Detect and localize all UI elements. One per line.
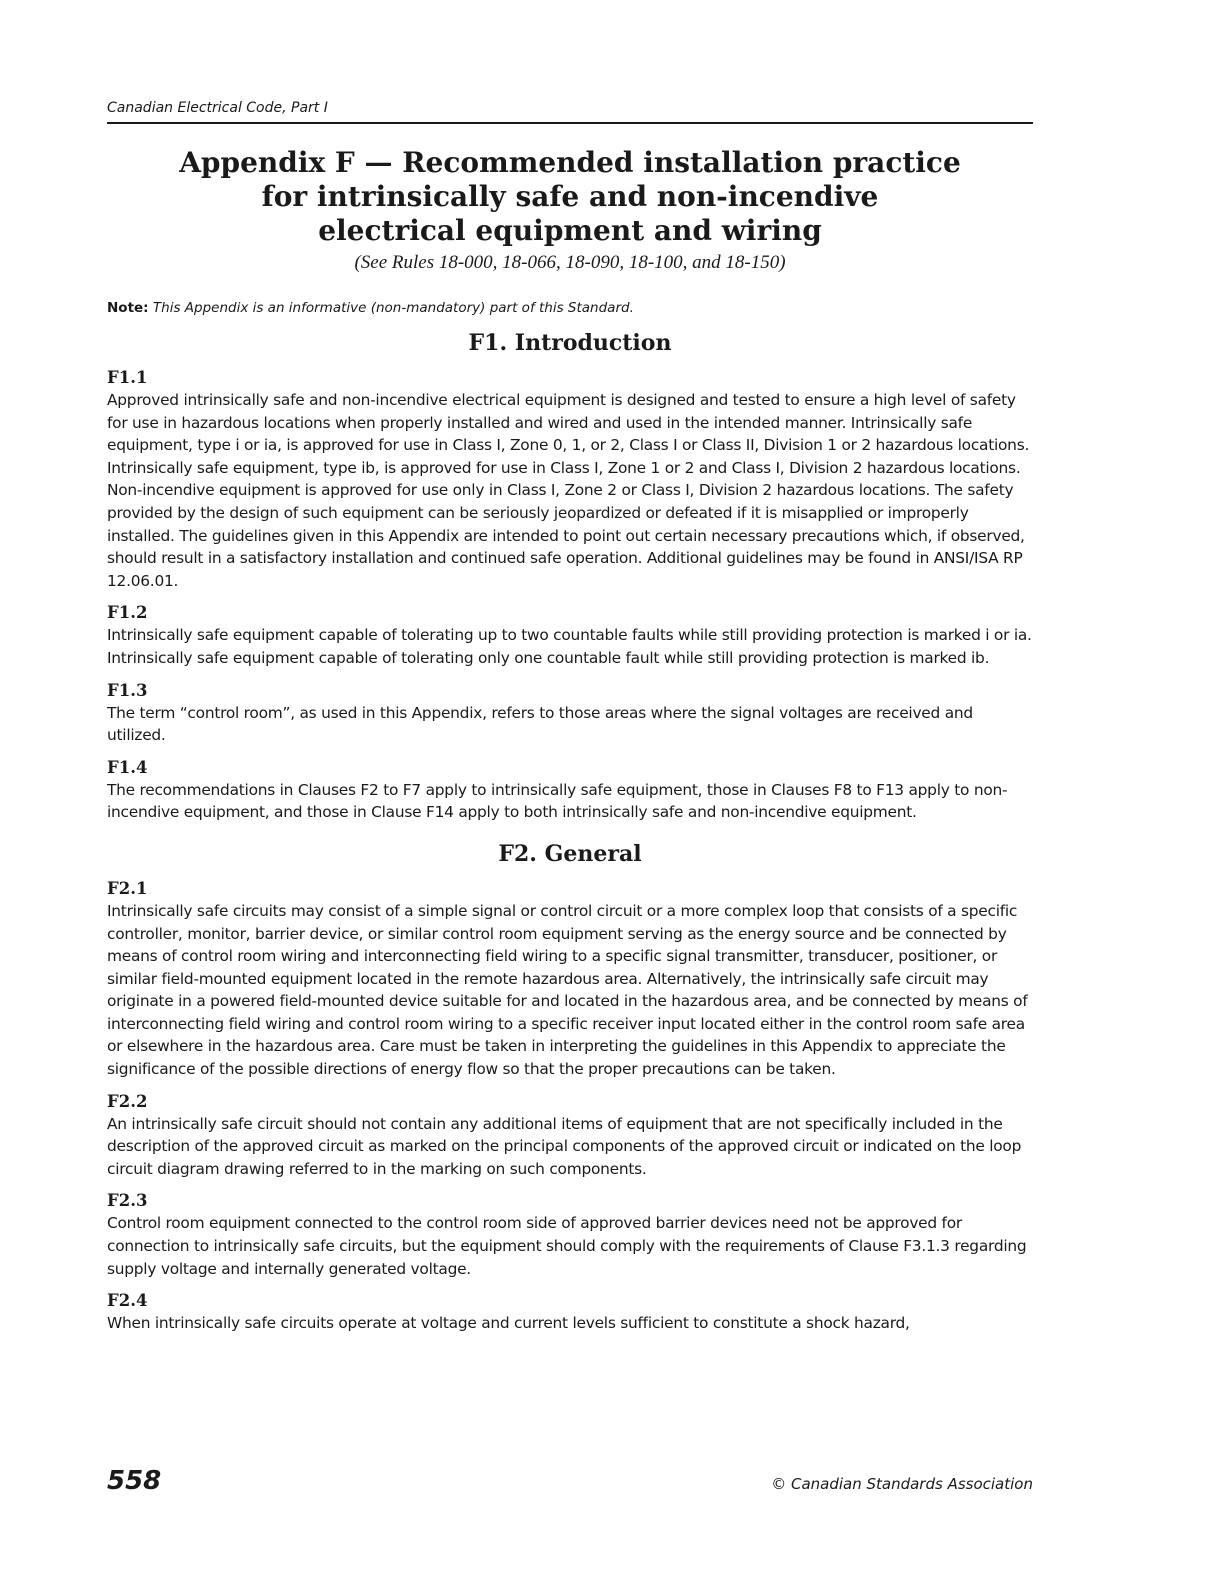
rules-reference: (See Rules 18-000, 18-066, 18-090, 18-100, and 18-150) [354, 252, 786, 273]
note-label: Note: [107, 300, 149, 316]
clause-number: F1.2 [107, 603, 148, 623]
clause-number: F1.4 [107, 757, 148, 777]
appendix-title [107, 146, 1033, 248]
clause-f1-1 [107, 368, 1033, 592]
clause-number: F2.4 [107, 1291, 148, 1311]
clause-number: F1.3 [107, 680, 148, 700]
clause-f1-2 [107, 603, 1033, 669]
section-title-f2: F2. General [498, 840, 642, 867]
note-text: This Appendix is an informative (non-mandatory) part of this Standard. [152, 300, 634, 316]
clause-text: An intrinsically safe circuit should not contain any additional items of equipment that are not specifically included in the description of the approved circuit as marked on the principal components of the approved circuit or indicated on the loop circuit diagram drawing referred to in the marking on such components. [107, 1114, 1022, 1178]
clause-text: Intrinsically safe equipment capable of tolerating up to two countable faults while still providing protection is marked i or ia. Intrinsically safe equipment capable of tolerating only one countable fault while still providing protection is marked ib. [107, 626, 1032, 667]
clause-number: F2.2 [107, 1091, 148, 1111]
title-line: Appendix F — Recommended installation practice [179, 146, 961, 179]
copyright-notice: © Canadian Standards Association [771, 1475, 1033, 1493]
running-header: Canadian Electrical Code, Part I [107, 100, 1033, 124]
clause-number: F2.1 [107, 878, 148, 898]
clause-f2-1 [107, 879, 1033, 1081]
clause-text: Control room equipment connected to the control room side of approved barrier devices need not be approved for connection to intrinsically safe circuits, but the equipment should comply with the requirements of Clause F3.1.3 regarding supply voltage and internally generated voltage. [107, 1214, 1027, 1278]
clause-text: When intrinsically safe circuits operate at voltage and current levels sufficient to constitute a shock hazard, [107, 1314, 910, 1333]
page-number: 558 [107, 1466, 162, 1496]
document-page [107, 100, 1033, 1346]
clause-number: F1.1 [107, 368, 148, 387]
clause-f1-4 [107, 758, 1033, 824]
clause-number: F2.3 [107, 1191, 148, 1211]
clause-f2-4 [107, 1291, 1033, 1335]
clause-f1-3 [107, 681, 1033, 747]
clause-text: The recommendations in Clauses F2 to F7 apply to intrinsically safe equipment, those in Clauses F8 to F13 apply to non-incendive equipment, and those in Clause F14 apply to both intrinsically safe and non-incendive equipment. [107, 780, 1008, 822]
section-title-f1: F1. Introduction [468, 330, 672, 356]
page-footer [107, 1466, 1033, 1496]
informative-note [107, 300, 1033, 316]
title-line: electrical equipment and wiring [318, 214, 822, 247]
title-line: for intrinsically safe and non-incendive [261, 180, 879, 213]
clause-text: Intrinsically safe circuits may consist of a simple signal or control circuit or a more complex loop that consists of a specific controller, monitor, barrier device, or similar control room equipment serving as the energy source and be connected by means of control room wiring and interconnecting field wiring to a specific signal transmitter, transducer, positioner, or similar field-mounted equipment located in the remote hazardous area. Alternatively, the intrinsically safe circuit may originate in a powered field-mounted device suitable for and located in the hazardous area, and be connected by means of interconnecting field wiring and control room wiring to a specific receiver input located either in the control room safe area or elsewhere in the hazardous area. Care must be taken in interpreting the guidelines in this Appendix to appreciate the significance of the possible directions of energy flow so that the proper precautions can be taken. [107, 901, 1028, 1079]
clause-f2-2 [107, 1092, 1033, 1181]
clause-text: The term “control room”, as used in this Appendix, refers to those areas where the signal voltages are received and utilized. [107, 703, 973, 745]
clause-f2-3 [107, 1191, 1033, 1280]
clause-text: Approved intrinsically safe and non-incendive electrical equipment is designed and tested to ensure a high level of safety for use in hazardous locations when properly installed and wired and used in the intended manner. Intrinsically safe equipment, type i or ia, is approved for use in Class I, Zone 0, 1, or 2, Class I or Class II, Division 1 or 2 hazardous locations. Intrinsically safe equipment, type ib, is approved for use in Class I, Zone 1 or 2 and Class I, Division 2 hazardous locations. Non-incendive equipment is approved for use only in Class I, Zone 2 or Class I, Division 2 hazardous locations. The safety provided by the design of such equipment can be seriously jeopardized or defeated if it is misapplied or improperly installed. The guidelines given in this Appendix are intended to point out certain necessary precautions which, if observed, should result in a satisfactory installation and continued safe operation. Additional guidelines may be found in ANSI/ISA RP 12.06.01. [107, 391, 1030, 590]
